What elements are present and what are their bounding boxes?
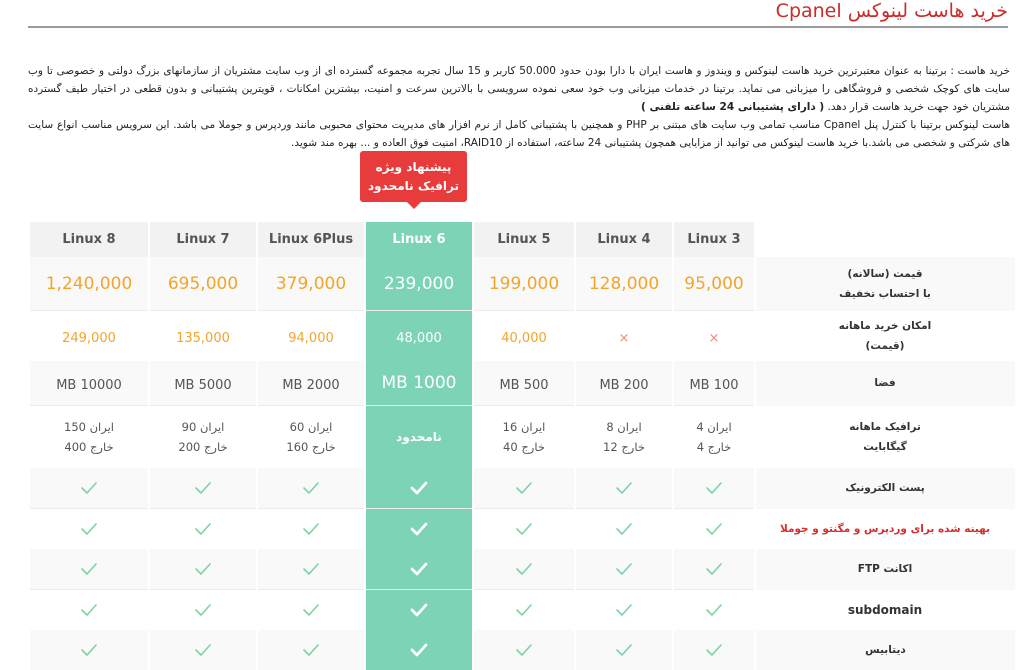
traffic-abroad: خارج 12 (603, 440, 645, 454)
check-icon (29, 590, 149, 631)
annual-price-cell (257, 257, 365, 311)
space-value: MB 100 (689, 377, 739, 393)
plan-header-row (29, 222, 1015, 257)
check-icon (673, 549, 755, 590)
check-icon (473, 509, 575, 550)
annual-price: 695,000 (167, 273, 239, 294)
space-row (29, 361, 1015, 406)
intro-text (28, 62, 1010, 152)
annual-price: 1,240,000 (45, 273, 133, 294)
annual-price: 379,000 (275, 273, 347, 294)
check-icon (149, 468, 257, 509)
check-icon (673, 468, 755, 509)
monthly-price: 249,000 (62, 330, 116, 346)
special-offer-line1: پیشنهاد ویژه (375, 159, 452, 174)
annual-price-cell (473, 257, 575, 311)
check-icon (473, 630, 575, 670)
plan-header-linux-3[interactable]: Linux 3 (673, 222, 755, 257)
annual-price-label-line2: با احتساب تخفیف (839, 287, 931, 300)
traffic-cell (473, 406, 575, 469)
monthly-price: 40,000 (501, 330, 547, 346)
annual-price: 199,000 (488, 273, 560, 294)
check-icon (29, 630, 149, 670)
annual-price: 95,000 (684, 273, 744, 294)
annual-price-cell (575, 257, 673, 311)
check-icon (673, 590, 755, 631)
traffic-unlimited: نامحدود (396, 430, 442, 444)
database-row (29, 630, 1015, 670)
check-icon (257, 509, 365, 550)
traffic-label-line1: ترافیک ماهانه (849, 420, 921, 433)
pricing-table (28, 222, 1016, 670)
space-value: MB 2000 (282, 377, 340, 393)
annual-price-cell (149, 257, 257, 311)
space-cell (473, 361, 575, 406)
ftp-label: اکانت FTP (755, 549, 1015, 590)
traffic-cell (257, 406, 365, 469)
check-icon (29, 509, 149, 550)
annual-price-cell (365, 257, 473, 311)
ftp-row (29, 549, 1015, 590)
intro-paragraph-1 (28, 62, 1010, 116)
check-icon (673, 509, 755, 550)
email-row (29, 468, 1015, 509)
check-icon (257, 549, 365, 590)
monthly-price-cell (673, 311, 755, 362)
check-icon (575, 630, 673, 670)
check-icon (257, 630, 365, 670)
monthly-price: 135,000 (176, 330, 230, 346)
check-icon (257, 590, 365, 631)
check-icon (365, 630, 473, 670)
check-icon (365, 509, 473, 550)
plan-header-linux-6plus[interactable]: Linux 6Plus (257, 222, 365, 257)
traffic-iran: ایران 8 (606, 420, 642, 434)
space-value: MB 500 (499, 377, 549, 393)
space-cell (257, 361, 365, 406)
monthly-price-cell (257, 311, 365, 362)
traffic-cell (575, 406, 673, 469)
check-icon (149, 509, 257, 550)
traffic-abroad: خارج 4 (696, 440, 732, 454)
title-divider (28, 26, 1008, 28)
traffic-value (258, 417, 364, 457)
unavailable-cross-icon: × (618, 330, 630, 346)
space-cell (29, 361, 149, 406)
check-icon (149, 630, 257, 670)
monthly-price-label-line1: امکان خرید ماهانه (838, 319, 932, 332)
annual-price: 239,000 (383, 273, 455, 294)
monthly-price-label-line2: (قیمت) (865, 339, 905, 352)
traffic-cell (29, 406, 149, 469)
space-cell (149, 361, 257, 406)
space-value: MB 200 (599, 377, 649, 393)
traffic-value (474, 417, 574, 457)
check-icon (29, 468, 149, 509)
check-icon (575, 590, 673, 631)
traffic-abroad: خارج 160 (286, 440, 336, 454)
space-cell (673, 361, 755, 406)
traffic-abroad: خارج 400 (64, 440, 114, 454)
annual-price-label-line1: قیمت (سالانه) (847, 267, 923, 280)
traffic-row (29, 406, 1015, 469)
space-value: MB 5000 (174, 377, 232, 393)
traffic-iran: ایران 16 (502, 420, 546, 434)
space-value: MB 10000 (56, 377, 122, 393)
check-icon (473, 590, 575, 631)
plan-header-linux-8[interactable]: Linux 8 (29, 222, 149, 257)
plan-header-linux-4[interactable]: Linux 4 (575, 222, 673, 257)
monthly-price: 48,000 (396, 330, 442, 346)
traffic-value (30, 417, 148, 457)
unavailable-cross-icon: × (708, 330, 720, 346)
traffic-label (755, 406, 1015, 469)
traffic-label-line2: گیگابایت (863, 440, 907, 453)
check-icon (673, 630, 755, 670)
annual-price-label (755, 257, 1015, 311)
annual-price-row (29, 257, 1015, 311)
traffic-value (576, 417, 672, 457)
annual-price-cell (29, 257, 149, 311)
traffic-value (674, 417, 754, 457)
monthly-price-cell (29, 311, 149, 362)
monthly-price-cell (149, 311, 257, 362)
check-icon (575, 468, 673, 509)
check-icon (365, 590, 473, 631)
subdomain-label: subdomain (755, 590, 1015, 631)
intro-paragraph-1-text: خرید هاست : برتینا به عنوان معتبرترین خرید هاست لینوکس و ویندوز و هاست ایران با دارا بودن حدود 50.000 کاربر و 15 سال تجربه مجموعه گسترده ای از وب سایت مشتریان از سازمانهای بزرگ دولتی و خصوصی تا وب سایت های کوچک شخصی و فروشگاهی را میزبانی می نماید. برتینا در خدمات میزبانی وب خود سعی نموده سرویسی با بالاترین سرعت و امنیت، بیشترین امکانات ، قویترین پشتیبانی و بدون قطعی در اختیار طیف گسترده مشتریان خود جهت خرید هاست قرار دهد. (28, 65, 1010, 113)
intro-paragraph-2: هاست لینوکس برتینا با کنترل پنل Cpanel مناسب تمامی وب سایت های مبتنی بر PHP و همچنین با پشتیبانی کامل از نرم افزار های مدیریت محتوای محبوبی مانند وردپرس و جوملا می باشد. این سرویس مناسب انواع سایت های شرکتی و شخصی می باشد.با خرید هاست لینوکس می توانید از مزایایی همچون پشتیبانی 24 ساعته، استفاده از RAID10، امنیت فوق العاده و ... بهره مند شوید. (28, 119, 1010, 149)
check-icon (473, 549, 575, 590)
monthly-price-cell (575, 311, 673, 362)
traffic-iran: ایران 60 (289, 420, 333, 434)
traffic-cell (149, 406, 257, 469)
check-icon (149, 590, 257, 631)
monthly-price: 94,000 (288, 330, 334, 346)
check-icon (149, 549, 257, 590)
check-icon (257, 468, 365, 509)
plan-header-linux-6[interactable]: Linux 6 (365, 222, 473, 257)
monthly-price-label (755, 311, 1015, 362)
annual-price: 128,000 (588, 273, 660, 294)
traffic-abroad: خارج 200 (178, 440, 228, 454)
plan-header-linux-5[interactable]: Linux 5 (473, 222, 575, 257)
check-icon (575, 549, 673, 590)
database-label: دیتابیس (755, 630, 1015, 670)
traffic-cell (365, 406, 473, 469)
traffic-value (150, 417, 256, 457)
header-blank-cell (755, 222, 1015, 257)
special-offer-badge (360, 151, 467, 202)
special-offer-line2: ترافیک نامحدود (368, 178, 459, 193)
monthly-price-cell (473, 311, 575, 362)
annual-price-cell (673, 257, 755, 311)
traffic-iran: ایران 4 (696, 420, 732, 434)
monthly-price-row (29, 311, 1015, 362)
intro-support-note: ( دارای پشتیبانی 24 ساعته تلفنی ) (640, 101, 825, 113)
monthly-price-cell (365, 311, 473, 362)
optimized-label: بهینه شده برای وردپرس و مگنتو و جوملا (755, 509, 1015, 550)
traffic-cell (673, 406, 755, 469)
traffic-iran: ایران 90 (181, 420, 225, 434)
space-cell (575, 361, 673, 406)
page-title: خرید هاست لینوکس Cpanel (775, 0, 1008, 22)
traffic-abroad: خارج 40 (503, 440, 545, 454)
space-cell (365, 361, 473, 406)
check-icon (473, 468, 575, 509)
email-label: پست الکترونیک (755, 468, 1015, 509)
check-icon (365, 549, 473, 590)
space-value: MB 1000 (381, 373, 457, 393)
subdomain-row (29, 590, 1015, 631)
check-icon (365, 468, 473, 509)
space-label: فضا (755, 361, 1015, 406)
check-icon (575, 509, 673, 550)
traffic-iran: ایران 150 (64, 420, 114, 434)
optimized-row (29, 509, 1015, 550)
check-icon (29, 549, 149, 590)
plan-header-linux-7[interactable]: Linux 7 (149, 222, 257, 257)
